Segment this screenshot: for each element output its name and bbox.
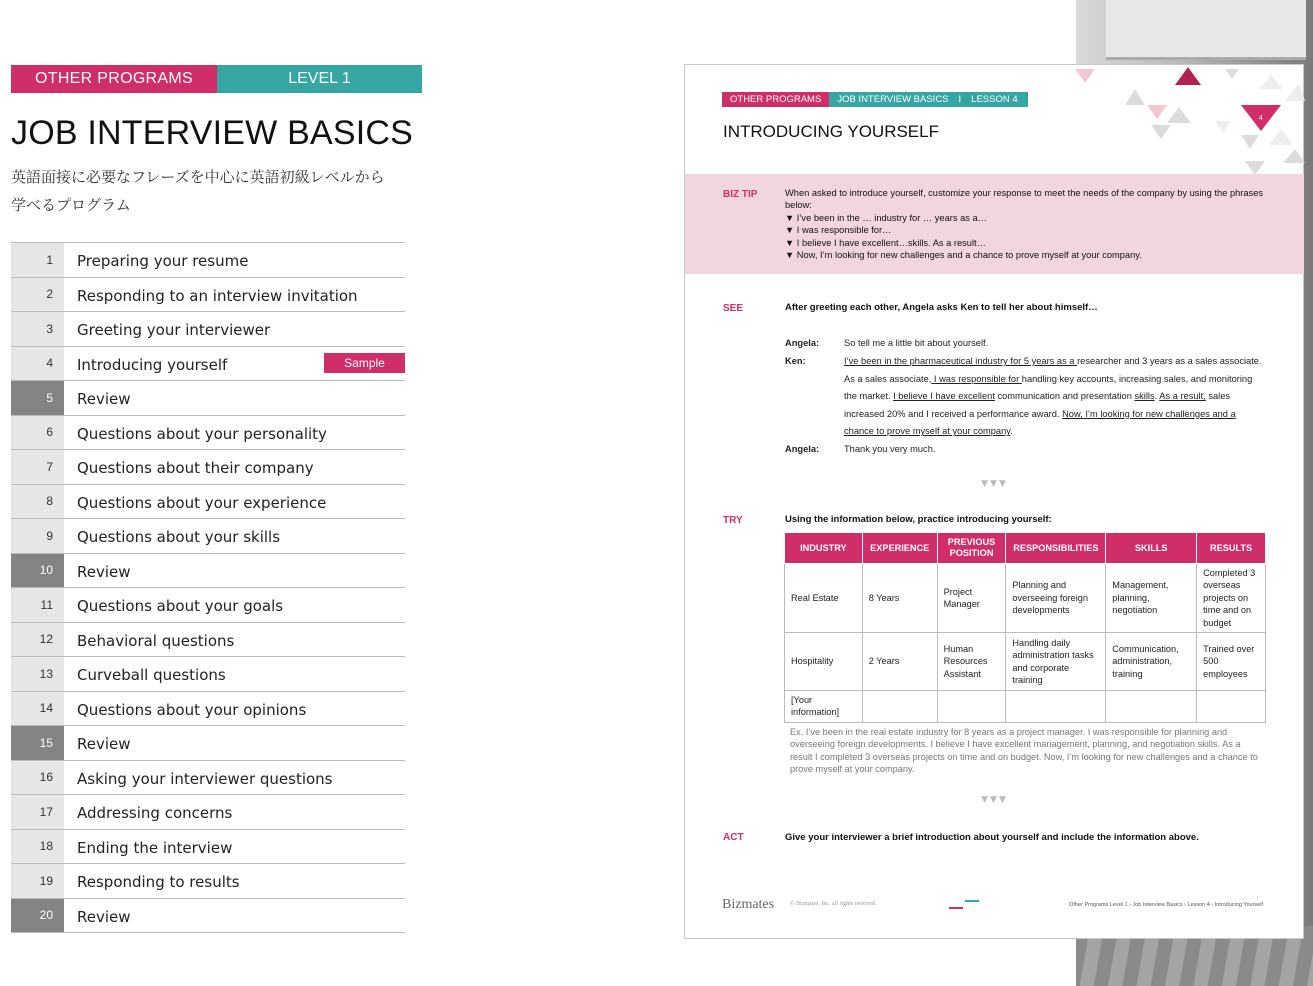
lesson-number: 6 xyxy=(11,416,64,450)
lesson-title: Questions about your skills xyxy=(77,528,281,547)
lesson-title: Responding to results xyxy=(77,873,240,892)
lesson-title: Introducing yourself xyxy=(77,355,228,374)
lesson-title: Asking your interviewer questions xyxy=(77,769,333,788)
table-cell xyxy=(1006,691,1106,723)
lesson-list xyxy=(11,242,405,933)
lesson-number: 12 xyxy=(11,623,64,657)
lesson-number: 5 xyxy=(11,381,64,415)
doc-category: OTHER PROGRAMS xyxy=(722,92,829,107)
dialogue-text xyxy=(844,353,1265,441)
lesson-title: Curveball questions xyxy=(77,666,226,685)
table-cell xyxy=(1106,691,1197,723)
lesson-sample-page xyxy=(684,64,1304,939)
dialogue-fragment: handling key accounts, increasing sales, and monitoring the market. xyxy=(844,373,1253,402)
lesson-title: Greeting your interviewer xyxy=(77,321,271,340)
table-cell: Handling daily administration tasks and corporate training xyxy=(1006,633,1106,691)
table-cell xyxy=(1197,691,1266,723)
see-intro: After greeting each other, Angela asks Ken to tell her about himself… xyxy=(785,302,1098,313)
lesson-row[interactable] xyxy=(11,243,405,278)
lesson-number: 13 xyxy=(11,657,64,691)
section-divider-arrows: ▼▼▼ xyxy=(981,479,1008,489)
lesson-title: Questions about your opinions xyxy=(77,700,307,719)
lesson-row[interactable] xyxy=(11,519,405,554)
speaker: Ken: xyxy=(785,356,806,366)
lesson-row[interactable] xyxy=(11,485,405,520)
table-cell: Real Estate xyxy=(785,564,863,633)
doc-separator: I xyxy=(958,94,962,105)
lesson-row-review[interactable] xyxy=(11,899,405,934)
key-phrase: I’ve been in the pharmaceutical industry for 5 years as a xyxy=(844,356,1078,366)
doc-title: INTRODUCING YOURSELF xyxy=(723,122,939,141)
dialogue-fragment: researcher and 3 years as a sales associate. As a sales associate, xyxy=(844,356,1262,384)
lesson-number: 4 xyxy=(11,347,64,381)
table-cell: Communication, administration, training xyxy=(1106,633,1197,691)
lesson-row[interactable] xyxy=(11,450,405,485)
dialogue-line xyxy=(785,353,1265,441)
key-phrase: skills xyxy=(1134,391,1155,402)
lesson-row-review[interactable] xyxy=(11,726,405,761)
lesson-number: 16 xyxy=(11,761,64,795)
speaker: Angela: xyxy=(785,444,820,454)
table-cell: Trained over 500 employees xyxy=(1197,633,1266,691)
table-cell: 8 Years xyxy=(862,564,937,633)
lesson-row[interactable] xyxy=(11,416,405,451)
lesson-number: 8 xyxy=(11,485,64,519)
lesson-row[interactable] xyxy=(11,312,405,347)
table-cell: Management, planning, negotiation xyxy=(1106,564,1197,633)
doc-course-lesson xyxy=(829,92,1027,107)
dialogue-line xyxy=(785,335,1265,353)
table-header: RESPONSIBILITIES xyxy=(1006,533,1106,564)
dialogue-fragment: . xyxy=(1154,391,1160,402)
lesson-row[interactable] xyxy=(11,657,405,692)
lesson-number: 17 xyxy=(11,795,64,829)
act-text: Give your interviewer a brief introduction about yourself and include the information above. xyxy=(785,832,1199,843)
biz-tip-item: ▼ I was responsible for… xyxy=(785,225,892,236)
sample-badge[interactable]: Sample xyxy=(324,353,405,373)
section-divider-arrows: ▼▼▼ xyxy=(981,795,1008,805)
table-cell xyxy=(937,691,1006,723)
doc-lesson: LESSON 4 xyxy=(971,94,1018,105)
see-label: SEE xyxy=(723,303,744,314)
lesson-title: Review xyxy=(77,735,131,754)
key-phrase: As a result, xyxy=(1159,391,1206,402)
table-row xyxy=(785,633,1266,691)
course-description-line: 英語面接に必要なフレーズを中心に英語初級レベルから xyxy=(11,168,385,186)
dialogue-line xyxy=(785,441,1265,459)
doc-header-bar xyxy=(722,92,1028,107)
lesson-title: Questions about your goals xyxy=(77,597,284,616)
lesson-number: 1 xyxy=(11,243,64,277)
lesson-number: 20 xyxy=(11,899,64,933)
table-header: EXPERIENCE xyxy=(862,533,937,564)
example-answer: Ex. I’ve been in the real estate industry for 8 years as a project manager. I was responsible for planning and overseeing foreign developments. I believe I have excellent management, planning, and negotiation skills. As a result I completed 3 overseas projects on time and on budget. Now, I’m looking for new challenges and a chance to prove myself at your company. xyxy=(790,727,1258,775)
dialogue-fragment: . xyxy=(1010,426,1013,437)
lesson-number: 7 xyxy=(11,450,64,484)
lesson-title: Preparing your resume xyxy=(77,252,249,271)
lesson-row[interactable] xyxy=(11,795,405,830)
lesson-title: Questions about your personality xyxy=(77,424,327,443)
key-phrase: Now, I’m looking for new challenges and a chance to prove myself at your company xyxy=(844,408,1236,437)
biz-tip-text xyxy=(785,187,1285,261)
lesson-number: 14 xyxy=(11,692,64,726)
lesson-row[interactable] xyxy=(11,588,405,623)
biz-tip-item: ▼ Now, I’m looking for new challenges and a chance to prove myself at your company. xyxy=(785,250,1142,261)
program-header-bar xyxy=(11,65,422,93)
lesson-row[interactable] xyxy=(11,692,405,727)
act-label: ACT xyxy=(723,832,744,843)
lesson-number: 3 xyxy=(11,312,64,346)
table-cell: 2 Years xyxy=(862,633,937,691)
lesson-row-review[interactable] xyxy=(11,381,405,416)
lesson-row[interactable] xyxy=(11,761,405,796)
dialogue-text: So tell me a little bit about yourself. xyxy=(844,338,989,348)
lesson-title: Ending the interview xyxy=(77,838,233,857)
lesson-number: 11 xyxy=(11,588,64,622)
dialogue-fragment: communication and presentation xyxy=(994,391,1135,402)
table-cell: Hospitality xyxy=(785,633,863,691)
practice-table xyxy=(784,532,1266,723)
biz-tip-item: ▼ I’ve been in the … industry for … years as a… xyxy=(785,212,987,223)
lesson-title: Questions about your experience xyxy=(77,493,327,512)
photo-window xyxy=(1106,0,1306,60)
bizmates-logo: Bizmates xyxy=(722,897,775,912)
lesson-title: Addressing concerns xyxy=(77,804,233,823)
table-header: RESULTS xyxy=(1197,533,1266,564)
category-label: OTHER PROGRAMS xyxy=(11,65,217,93)
lesson-row[interactable] xyxy=(11,830,405,865)
table-cell xyxy=(862,691,937,723)
speaker: Angela: xyxy=(785,338,820,348)
biz-tip-label: BIZ TIP xyxy=(723,189,758,200)
table-cell: Human Resources Assistant xyxy=(937,633,1006,691)
key-phrase: I was responsible for xyxy=(931,373,1022,384)
biz-tip-item: ▼ I believe I have excellent…skills. As a result… xyxy=(785,237,986,248)
lesson-number: 10 xyxy=(11,554,64,588)
lesson-row[interactable] xyxy=(11,623,405,658)
lesson-row[interactable] xyxy=(11,347,405,382)
lesson-number: 18 xyxy=(11,830,64,864)
table-header: PREVIOUS POSITION xyxy=(937,533,1006,564)
table-cell: Project Manager xyxy=(937,564,1006,633)
lesson-title: Review xyxy=(77,562,131,581)
brand-mark-icon xyxy=(949,899,981,911)
key-phrase: I believe I have excellent xyxy=(893,391,995,402)
try-label: TRY xyxy=(723,515,743,526)
table-row xyxy=(785,691,1266,723)
doc-course: JOB INTERVIEW BASICS xyxy=(837,94,949,105)
table-row xyxy=(785,564,1266,633)
lesson-title: Review xyxy=(77,390,131,409)
lesson-title: Behavioral questions xyxy=(77,631,235,650)
table-cell: Completed 3 overseas projects on time and on budget xyxy=(1197,564,1266,633)
biz-tip-intro: When asked to introduce yourself, customize your response to meet the needs of the company by using the phrases below: xyxy=(785,188,1264,211)
lesson-row[interactable] xyxy=(11,278,405,313)
table-header-row xyxy=(785,533,1266,564)
lesson-row[interactable] xyxy=(11,864,405,899)
lesson-title: Review xyxy=(77,907,131,926)
table-cell: Planning and overseeing foreign developments xyxy=(1006,564,1106,633)
lesson-number: 2 xyxy=(11,278,64,312)
lesson-title: Questions about their company xyxy=(77,459,314,478)
dialogue-fragment: sales increased 20% and I received a performance award. xyxy=(844,391,1231,419)
page-number: 4 xyxy=(1259,115,1263,122)
lesson-row-review[interactable] xyxy=(11,554,405,589)
dialogue-text: Thank you very much. xyxy=(844,444,936,454)
table-cell: [Your information] xyxy=(785,691,863,723)
course-description-line: 学べるプログラム xyxy=(11,196,131,214)
table-header: SKILLS xyxy=(1106,533,1197,564)
footer-path: Other Programs Level 1 › Job Interview Basics › Lesson 4 › Introducing Yourself xyxy=(1069,902,1263,908)
copyright: © Bizmates, Inc. all rights reserved. xyxy=(790,901,877,907)
lesson-number: 19 xyxy=(11,864,64,898)
level-label: LEVEL 1 xyxy=(217,65,422,93)
try-intro: Using the information below, practice introducing yourself: xyxy=(785,514,1052,525)
course-title: JOB INTERVIEW BASICS xyxy=(11,114,414,152)
lesson-number: 15 xyxy=(11,726,64,760)
triangle-decoration xyxy=(1055,65,1305,175)
lesson-number: 9 xyxy=(11,519,64,553)
course-description xyxy=(11,163,411,219)
table-header: INDUSTRY xyxy=(785,533,863,564)
lesson-title: Responding to an interview invitation xyxy=(77,286,358,305)
